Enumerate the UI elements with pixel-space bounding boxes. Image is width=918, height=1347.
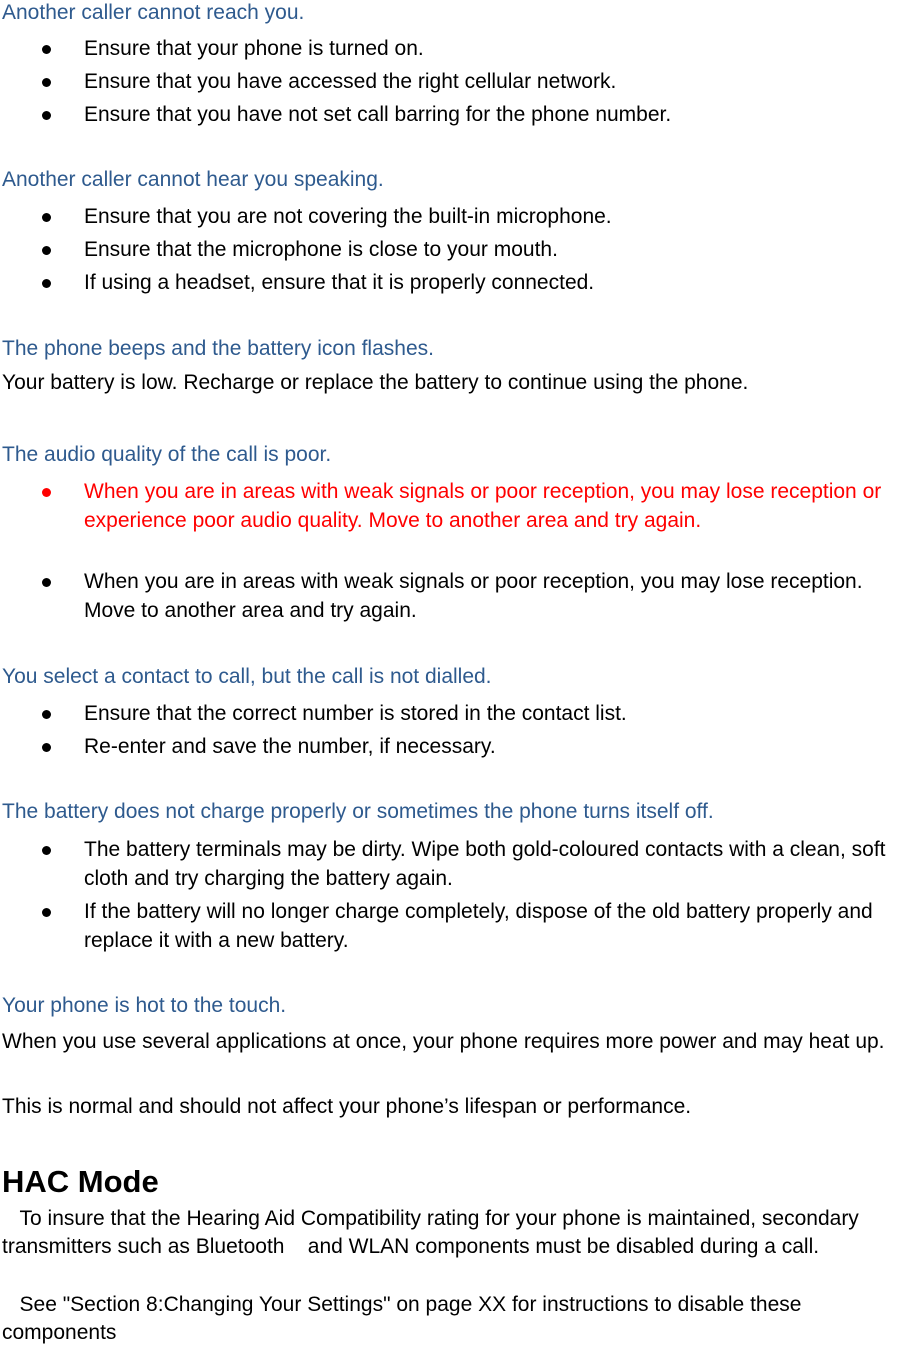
- section-heading: Your phone is hot to the touch.: [2, 994, 287, 1017]
- list-item-text: When you are in areas with weak signals or poor reception, you may lose reception. Move to another area and try again.: [84, 570, 863, 622]
- hac-mode-title: HAC Mode: [2, 1164, 159, 1199]
- section-heading: Another caller cannot hear you speaking.: [2, 168, 384, 191]
- list-item-text: Ensure that your phone is turned on.: [84, 37, 424, 60]
- section-heading: You select a contact to call, but the call is not dialled.: [2, 665, 492, 688]
- list-item-text: Ensure that you have accessed the right cellular network.: [84, 70, 617, 93]
- list-item-text: The battery terminals may be dirty. Wipe both gold-coloured contacts with a clean, soft cloth and try charging the battery again.: [84, 838, 886, 890]
- list-item-text: Ensure that you have not set call barring for the phone number.: [84, 103, 672, 126]
- hac-paragraph: To insure that the Hearing Aid Compatibility rating for your phone is maintained, secondary transmitters such as Bluetooth and WLAN components must be disabled during a call.: [2, 1207, 865, 1258]
- section-body: When you use several applications at once, your phone requires more power and may heat up.: [2, 1030, 885, 1053]
- bullet-icon: [42, 743, 51, 752]
- section-body: This is normal and should not affect your phone’s lifespan or performance.: [2, 1095, 692, 1118]
- list-item-text: If using a headset, ensure that it is properly connected.: [84, 271, 595, 294]
- section-body: Your battery is low. Recharge or replace the battery to continue using the phone.: [2, 371, 749, 394]
- bullet-icon: [42, 488, 51, 497]
- list-item-text: When you are in areas with weak signals or poor reception, you may lose reception or experience poor audio quality. Move to another area and try again.: [84, 480, 882, 532]
- section-heading: The battery does not charge properly or sometimes the phone turns itself off.: [2, 800, 714, 823]
- bullet-icon: [42, 908, 51, 917]
- list-item-text: Ensure that the microphone is close to your mouth.: [84, 238, 558, 261]
- bullet-icon: [42, 578, 51, 587]
- bullet-icon: [42, 111, 51, 120]
- section-heading: The phone beeps and the battery icon flashes.: [2, 337, 434, 360]
- bullet-icon: [42, 78, 51, 87]
- section-heading: The audio quality of the call is poor.: [2, 443, 332, 466]
- bullet-icon: [42, 213, 51, 222]
- list-item-text: Ensure that you are not covering the built-in microphone.: [84, 205, 612, 228]
- list-item-text: Ensure that the correct number is stored in the contact list.: [84, 702, 627, 725]
- bullet-icon: [42, 246, 51, 255]
- section-heading: Another caller cannot reach you.: [2, 1, 305, 24]
- bullet-icon: [42, 279, 51, 288]
- hac-paragraph: See "Section 8:Changing Your Settings" on page XX for instructions to disable these components: [2, 1293, 808, 1344]
- list-item-text: If the battery will no longer charge completely, dispose of the old battery properly and replace it with a new battery.: [84, 900, 873, 952]
- bullet-icon: [42, 710, 51, 719]
- bullet-icon: [42, 846, 51, 855]
- list-item-text: Re-enter and save the number, if necessary.: [84, 735, 496, 758]
- bullet-icon: [42, 45, 51, 54]
